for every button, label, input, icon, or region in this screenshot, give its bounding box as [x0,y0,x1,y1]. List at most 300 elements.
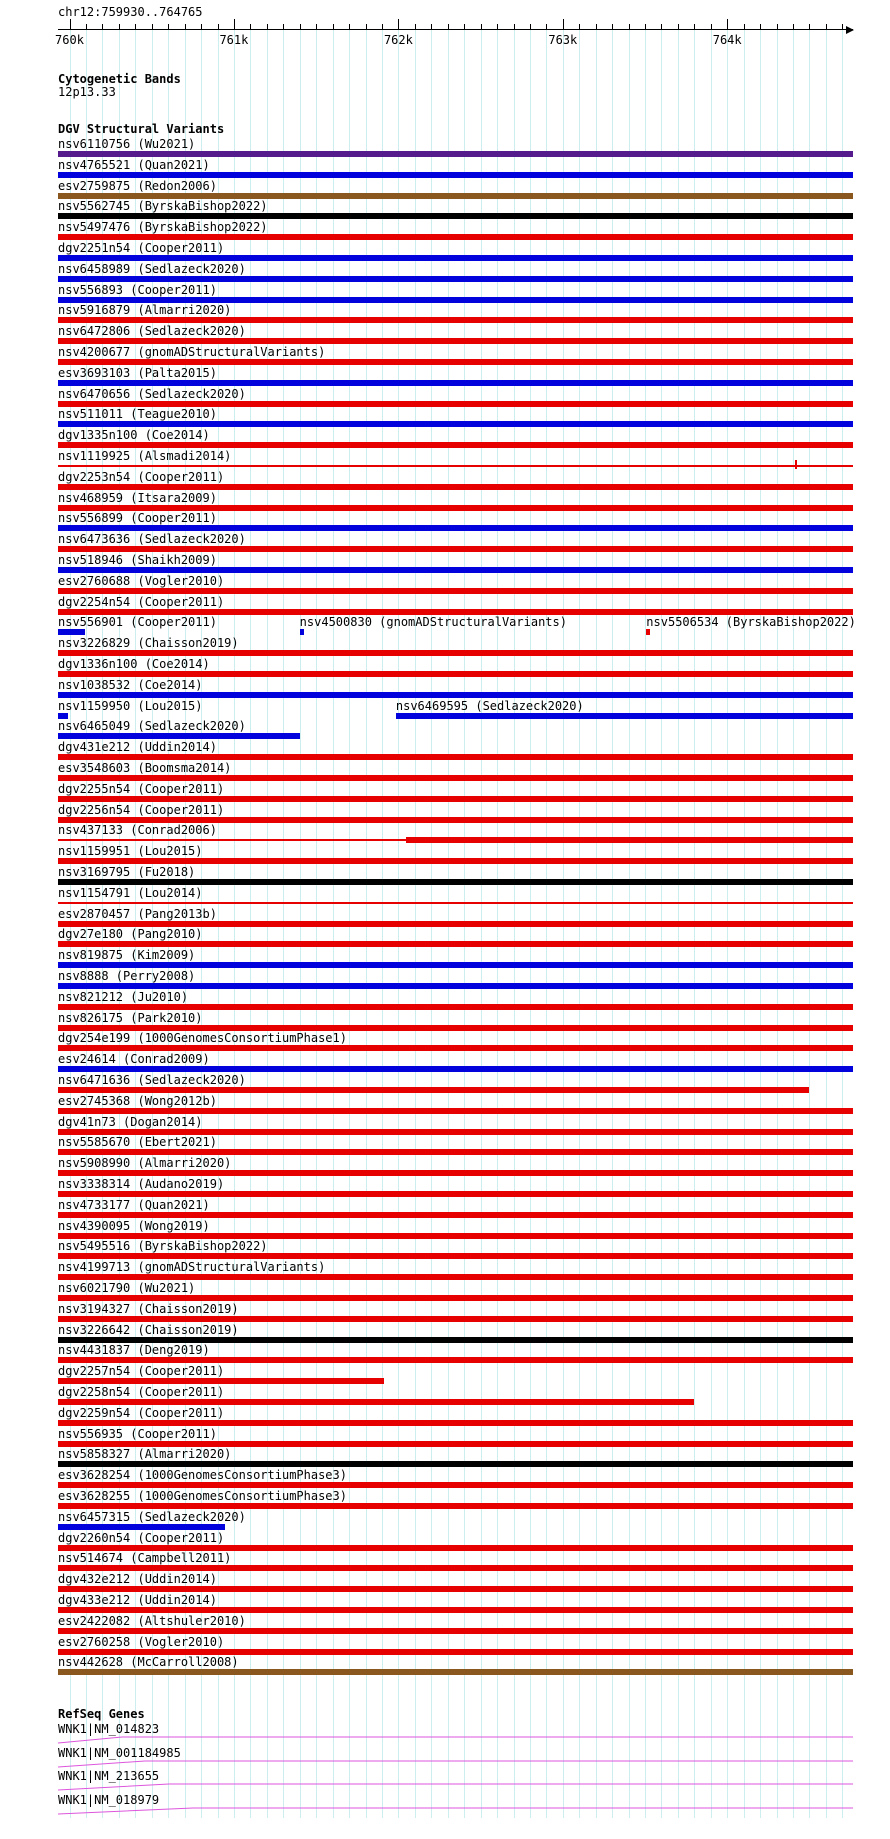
variant-label[interactable]: dgv41n73 (Dogan2014) [58,1114,203,1129]
ruler-minor-tick [431,24,432,30]
variant-label[interactable]: nsv556899 (Cooper2011) [58,511,217,526]
variant-bar[interactable] [406,837,853,843]
variant-bar[interactable] [58,629,85,635]
variant-row [58,408,853,429]
ruler-line [58,29,853,30]
variant-bar[interactable] [58,1378,384,1384]
variant-row [58,1032,853,1053]
variant-row [58,1615,853,1636]
ruler-minor-tick [711,24,712,30]
variant-bar[interactable] [58,338,853,344]
variant-line[interactable] [58,902,853,904]
ruler-minor-tick [250,24,251,30]
gene-structure-line[interactable] [58,1806,853,1816]
variant-bar[interactable] [58,692,853,698]
ruler-minor-tick [661,24,662,30]
variant-bar[interactable] [58,442,853,448]
ruler-minor-tick [316,24,317,30]
variant-row [58,512,853,533]
variant-label[interactable]: esv2422082 (Altshuler2010) [58,1613,246,1628]
gene-label[interactable]: WNK1|NM_018979 [58,1793,160,1808]
variant-row [58,700,853,721]
variant-row [58,1636,853,1657]
variant-bar[interactable] [58,1253,853,1259]
variant-label[interactable]: dgv1335n100 (Coe2014) [58,428,210,443]
ruler-minor-tick [809,24,810,30]
variant-bar[interactable] [58,401,853,407]
variant-label[interactable]: nsv1159950 (Lou2015) [58,698,203,713]
variant-bar[interactable] [396,713,853,719]
variant-label[interactable]: nsv5495516 (ByrskaBishop2022) [58,1239,268,1254]
variant-row [58,575,853,596]
variant-label[interactable]: esv2870457 (Pang2013b) [58,906,217,921]
variant-bar[interactable] [58,1274,853,1280]
variant-bar[interactable] [58,276,853,282]
variant-bar[interactable] [58,1357,853,1363]
variant-label[interactable]: nsv556893 (Cooper2011) [58,282,217,297]
variant-row [58,1594,853,1615]
variant-bar[interactable] [58,879,853,885]
variant-row [58,138,853,159]
variant-row [58,263,853,284]
variant-bar[interactable] [58,1649,853,1655]
variant-label[interactable]: nsv468959 (Itsara2009) [58,490,217,505]
variant-label[interactable]: nsv5858327 (Almarri2020) [58,1447,232,1462]
variant-label[interactable]: nsv4765521 (Quan2021) [58,157,210,172]
variant-row [58,1178,853,1199]
ruler-minor-tick [744,24,745,30]
variant-row [58,720,853,741]
variant-row [58,1532,853,1553]
variant-bar[interactable] [58,1212,853,1218]
variant-row [58,492,853,513]
variant-label[interactable]: nsv4199713 (gnomADStructuralVariants) [58,1260,326,1275]
variant-row [58,159,853,180]
variant-label[interactable]: nsv518946 (Shaikh2009) [58,553,217,567]
variant-bar[interactable] [58,1420,853,1426]
variant-row [58,762,853,783]
ruler-minor-tick [86,24,87,30]
variant-label[interactable]: nsv4390095 (Wong2019) [58,1218,210,1233]
variant-row [58,1490,853,1511]
variant-row [58,304,853,325]
ruler-minor-tick [481,24,482,30]
variant-row [58,1157,853,1178]
variant-label[interactable]: esv2745368 (Wong2012b) [58,1093,217,1108]
variant-bar[interactable] [58,525,853,531]
variant-row [58,866,853,887]
variant-label[interactable]: nsv6110756 (Wu2021) [58,137,196,151]
variant-label[interactable]: nsv5562745 (ByrskaBishop2022) [58,199,268,214]
variant-bar[interactable] [58,1545,853,1551]
ruler-minor-tick [842,24,843,30]
variant-bar[interactable] [646,629,650,635]
variant-row [58,783,853,804]
variant-bar[interactable] [58,1337,853,1343]
variant-label[interactable]: nsv1119925 (Alsmadi2014) [58,449,232,463]
gene-label[interactable]: WNK1|NM_213655 [58,1769,160,1784]
variant-row [58,1365,853,1386]
variant-bar[interactable] [58,546,853,552]
variant-bar[interactable] [58,754,853,760]
variant-label[interactable]: nsv1154791 (Lou2014) [58,885,203,900]
variant-row [58,1386,853,1407]
variant-row [58,1511,853,1532]
variant-bar[interactable] [58,421,853,427]
variant-label[interactable]: nsv6472806 (Sedlazeck2020) [58,324,246,339]
variant-label[interactable]: nsv6458989 (Sedlazeck2020) [58,261,246,276]
ruler-major-tick [398,19,399,30]
variant-bar[interactable] [58,172,853,178]
ruler-minor-tick [497,24,498,30]
variant-row [58,367,853,388]
variant-row [58,1240,853,1261]
variant-label[interactable]: nsv6465049 (Sedlazeck2020) [58,719,246,734]
variant-bar[interactable] [58,1586,853,1592]
variant-row [58,1074,853,1095]
variant-row [58,429,853,450]
gene-row [58,1747,853,1771]
variant-label[interactable]: nsv4431837 (Deng2019) [58,1343,210,1358]
variant-bar[interactable] [58,213,853,219]
ruler-minor-tick [678,24,679,30]
variant-label[interactable]: dgv2253n54 (Cooper2011) [58,469,225,484]
variant-bar[interactable] [58,234,853,240]
variant-bar[interactable] [58,297,853,303]
variant-bar[interactable] [58,1045,853,1051]
variant-row [58,804,853,825]
ruler-minor-tick [645,24,646,30]
variant-point-tick[interactable] [795,460,797,469]
ruler-minor-tick [185,24,186,30]
variant-bar[interactable] [58,1295,853,1301]
variant-bar[interactable] [58,505,853,511]
ruler-minor-tick [596,24,597,30]
variant-row [58,1469,853,1490]
variant-bar[interactable] [58,1628,853,1634]
variant-label[interactable]: esv2760258 (Vogler2010) [58,1634,225,1649]
variant-row [58,1344,853,1365]
ruler-minor-tick [366,24,367,30]
variant-label[interactable]: esv3693103 (Palta2015) [58,365,217,380]
variant-bar[interactable] [58,650,853,656]
variant-label[interactable]: esv3548603 (Boomsma2014) [58,761,232,775]
variant-row [58,1116,853,1137]
genes-section-title: RefSeq Genes [58,1707,145,1721]
variant-label[interactable]: nsv819875 (Kim2009) [58,948,196,963]
variant-row [58,450,853,471]
variant-bar[interactable] [58,1149,853,1155]
variant-label[interactable]: nsv6457315 (Sedlazeck2020) [58,1509,246,1524]
ruler-minor-tick [333,24,334,30]
variant-row [58,637,853,658]
variant-label[interactable]: nsv821212 (Ju2010) [58,989,189,1004]
variant-bar[interactable] [58,255,853,261]
variant-bar[interactable] [58,858,853,864]
variant-bar[interactable] [58,1399,694,1405]
ruler-arrow-icon [846,26,854,34]
variant-line[interactable] [58,465,853,467]
ruler-minor-tick [119,24,120,30]
ruler-minor-tick [152,24,153,30]
ruler-minor-tick [694,24,695,30]
ruler-major-tick [727,19,728,30]
cytoband-label[interactable]: 12p13.33 [58,85,116,99]
variant-row [58,1573,853,1594]
variant-label[interactable]: nsv1159951 (Lou2015) [58,844,203,859]
variant-bar[interactable] [58,983,853,989]
ruler-tick-label: 762k [383,33,413,47]
variant-row [58,346,853,367]
variant-bar[interactable] [58,1482,853,1488]
variant-label[interactable]: nsv1038532 (Coe2014) [58,677,203,692]
variant-label[interactable]: nsv6021790 (Wu2021) [58,1281,196,1295]
ruler-minor-tick [415,24,416,30]
variant-row [58,1428,853,1449]
variant-bar[interactable] [58,817,853,823]
variant-label[interactable]: nsv826175 (Park2010) [58,1010,203,1025]
variant-label[interactable]: nsv556901 (Cooper2011) [58,615,217,630]
variant-label[interactable]: nsv3226642 (Chaisson2019) [58,1322,239,1337]
variant-row [58,1448,853,1469]
ruler-tick-label: 763k [548,33,578,47]
ruler-tick-label: 764k [712,33,742,47]
ruler-major-tick [234,19,235,30]
gene-structure-line[interactable] [58,1735,853,1745]
variant-bar[interactable] [58,1233,853,1239]
ruler-minor-tick [382,24,383,30]
ruler-major-tick [563,19,564,30]
variant-row [58,554,853,575]
variant-label[interactable]: nsv5506534 (ByrskaBishop2022) [646,615,856,630]
variant-label[interactable]: dgv432e212 (Uddin2014) [58,1572,217,1587]
gene-row [58,1723,853,1747]
variant-bar[interactable] [300,629,304,635]
region-label: chr12:759930..764765 [58,5,203,19]
variant-row [58,658,853,679]
variant-row [58,221,853,242]
ruler-minor-tick [579,24,580,30]
variant-bar[interactable] [58,609,853,615]
variant-label[interactable]: dgv433e212 (Uddin2014) [58,1593,217,1607]
variant-row [58,471,853,492]
ruler [0,0,890,50]
variant-bar[interactable] [58,921,853,927]
ruler-minor-tick [629,24,630,30]
ruler-minor-tick [283,24,284,30]
variant-row [58,949,853,970]
variant-row [58,1136,853,1157]
variant-row [58,284,853,305]
variant-label[interactable]: nsv511011 (Teague2010) [58,407,217,422]
variant-label[interactable]: dgv2255n54 (Cooper2011) [58,781,225,796]
variant-label[interactable]: dgv2260n54 (Cooper2011) [58,1530,225,1545]
variant-bar[interactable] [58,1503,853,1509]
ruler-minor-tick [777,24,778,30]
variant-label[interactable]: nsv514674 (Campbell2011) [58,1551,232,1566]
variant-label[interactable]: dgv2257n54 (Cooper2011) [58,1364,225,1379]
variant-bar[interactable] [58,1607,853,1613]
variant-row [58,887,853,908]
variant-label[interactable]: esv24614 (Conrad2009) [58,1052,210,1067]
variant-bar[interactable] [58,193,853,199]
variant-bar[interactable] [58,1565,853,1571]
variant-bar[interactable] [58,317,853,323]
ruler-minor-tick [448,24,449,30]
variant-label[interactable]: nsv3338314 (Audano2019) [58,1177,225,1191]
variant-row [58,200,853,221]
gene-row [58,1770,853,1794]
ruler-minor-tick [514,24,515,30]
variant-label[interactable]: nsv442628 (McCarroll2008) [58,1655,239,1670]
ruler-minor-tick [612,24,613,30]
variant-label[interactable]: dgv2251n54 (Cooper2011) [58,241,225,255]
variant-bar[interactable] [58,1191,853,1197]
cytobands-section-title: Cytogenetic Bands [58,72,181,86]
ruler-minor-tick [168,24,169,30]
variant-label[interactable]: nsv6473636 (Sedlazeck2020) [58,532,246,547]
variant-bar[interactable] [58,733,300,739]
variant-row [58,1324,853,1345]
variant-label[interactable]: dgv2258n54 (Cooper2011) [58,1385,225,1399]
gene-label[interactable]: WNK1|NM_001184985 [58,1745,181,1760]
variant-row [58,928,853,949]
variant-bar[interactable] [58,1524,225,1530]
variant-row [58,1012,853,1033]
variant-row [58,325,853,346]
gene-row [58,1794,853,1818]
variant-bar[interactable] [58,1129,853,1135]
variant-bar[interactable] [58,1004,853,1010]
variant-row [58,1407,853,1428]
variant-bar[interactable] [58,151,853,157]
variant-bar[interactable] [58,484,853,490]
variant-row [58,180,853,201]
variant-rows [58,137,856,1678]
ruler-minor-tick [135,24,136,30]
ruler-minor-tick [201,24,202,30]
variant-bar[interactable] [58,1441,853,1447]
variant-row [58,1303,853,1324]
variant-row [58,908,853,929]
variant-bar[interactable] [58,567,853,573]
variant-label[interactable]: nsv5585670 (Ebert2021) [58,1135,217,1150]
variant-label[interactable]: nsv556935 (Cooper2011) [58,1426,217,1441]
variant-label[interactable]: nsv4500830 (gnomADStructuralVariants) [299,615,567,630]
variant-row [58,388,853,409]
variant-bar[interactable] [58,588,853,594]
ruler-minor-tick [826,24,827,30]
variant-row [58,824,853,845]
variant-row [58,1552,853,1573]
ruler-minor-tick [267,24,268,30]
ruler-minor-tick [464,24,465,30]
gene-structure-line[interactable] [58,1782,853,1792]
variant-label[interactable]: dgv27e180 (Pang2010) [58,927,203,942]
ruler-minor-tick [300,24,301,30]
variant-row [58,679,853,700]
variant-label[interactable]: nsv5908990 (Almarri2020) [58,1156,232,1171]
ruler-minor-tick [218,24,219,30]
ruler-minor-tick [793,24,794,30]
variant-bar[interactable] [58,1087,809,1093]
variant-bar[interactable] [58,1669,853,1675]
variant-label[interactable]: dgv2259n54 (Cooper2011) [58,1405,225,1420]
variant-label[interactable]: dgv431e212 (Uddin2014) [58,740,217,755]
variant-label[interactable]: nsv6469595 (Sedlazeck2020) [395,698,584,713]
variant-bar[interactable] [58,359,853,365]
variant-row [58,533,853,554]
variant-bar[interactable] [58,775,853,781]
ruler-minor-tick [102,24,103,30]
ruler-tick-label: 761k [219,33,249,47]
variant-label[interactable]: esv3628254 (1000GenomesConsortiumPhase3) [58,1468,347,1483]
gene-rows [58,1723,853,1823]
variant-label[interactable]: esv2759875 (Redon2006) [58,178,217,193]
variant-row [58,1053,853,1074]
variant-bar[interactable] [58,1170,853,1176]
variant-label[interactable]: nsv437133 (Conrad2006) [58,823,217,838]
variant-bar[interactable] [58,796,853,802]
ruler-major-tick [70,19,71,30]
variant-label[interactable]: dgv2256n54 (Cooper2011) [58,802,225,817]
variant-label[interactable]: nsv6470656 (Sedlazeck2020) [58,386,246,401]
variant-row [58,242,853,263]
ruler-minor-tick [349,24,350,30]
variant-label[interactable]: nsv4733177 (Quan2021) [58,1197,210,1212]
variant-label[interactable]: nsv4200677 (gnomADStructuralVariants) [58,345,326,359]
gene-structure-line[interactable] [58,1759,853,1769]
variant-label[interactable]: nsv6471636 (Sedlazeck2020) [58,1073,246,1087]
variant-row [58,845,853,866]
variant-label[interactable]: dgv254e199 (1000GenomesConsortiumPhase1) [58,1031,347,1046]
variant-bar[interactable] [58,713,68,719]
variants-section-title: DGV Structural Variants [58,122,225,136]
variant-label[interactable]: esv2760688 (Vogler2010) [58,573,225,588]
variant-row [58,991,853,1012]
variant-label[interactable]: dgv2254n54 (Cooper2011) [58,594,225,609]
variant-label[interactable]: nsv3194327 (Chaisson2019) [58,1301,239,1316]
variant-label[interactable]: nsv3226829 (Chaisson2019) [58,636,239,651]
ruler-minor-tick [546,24,547,30]
variant-bar[interactable] [58,1066,853,1072]
variant-label[interactable]: nsv5497476 (ByrskaBishop2022) [58,220,268,235]
variant-bar[interactable] [58,1108,853,1114]
variant-bar[interactable] [58,962,853,968]
variant-row [58,970,853,991]
variant-bar[interactable] [58,1461,853,1467]
variant-label[interactable]: nsv8888 (Perry2008) [58,969,196,983]
variant-label[interactable]: dgv1336n100 (Coe2014) [58,657,210,671]
ruler-tick-label: 760k [55,33,84,47]
variant-bar[interactable] [58,671,853,677]
gene-label[interactable]: WNK1|NM_014823 [58,1722,160,1736]
variant-bar[interactable] [58,1316,853,1322]
variant-row [58,1656,853,1677]
variant-bar[interactable] [58,1025,853,1031]
variant-label[interactable]: nsv3169795 (Fu2018) [58,865,196,879]
variant-row [58,1282,853,1303]
variant-label[interactable]: nsv5916879 (Almarri2020) [58,303,232,318]
ruler-minor-tick [760,24,761,30]
variant-row [58,1095,853,1116]
variant-row [58,1261,853,1282]
variant-row [58,615,856,637]
variant-bar[interactable] [58,380,853,386]
variant-row [58,741,853,762]
variant-label[interactable]: esv3628255 (1000GenomesConsortiumPhase3) [58,1489,347,1503]
variant-bar[interactable] [58,941,853,947]
